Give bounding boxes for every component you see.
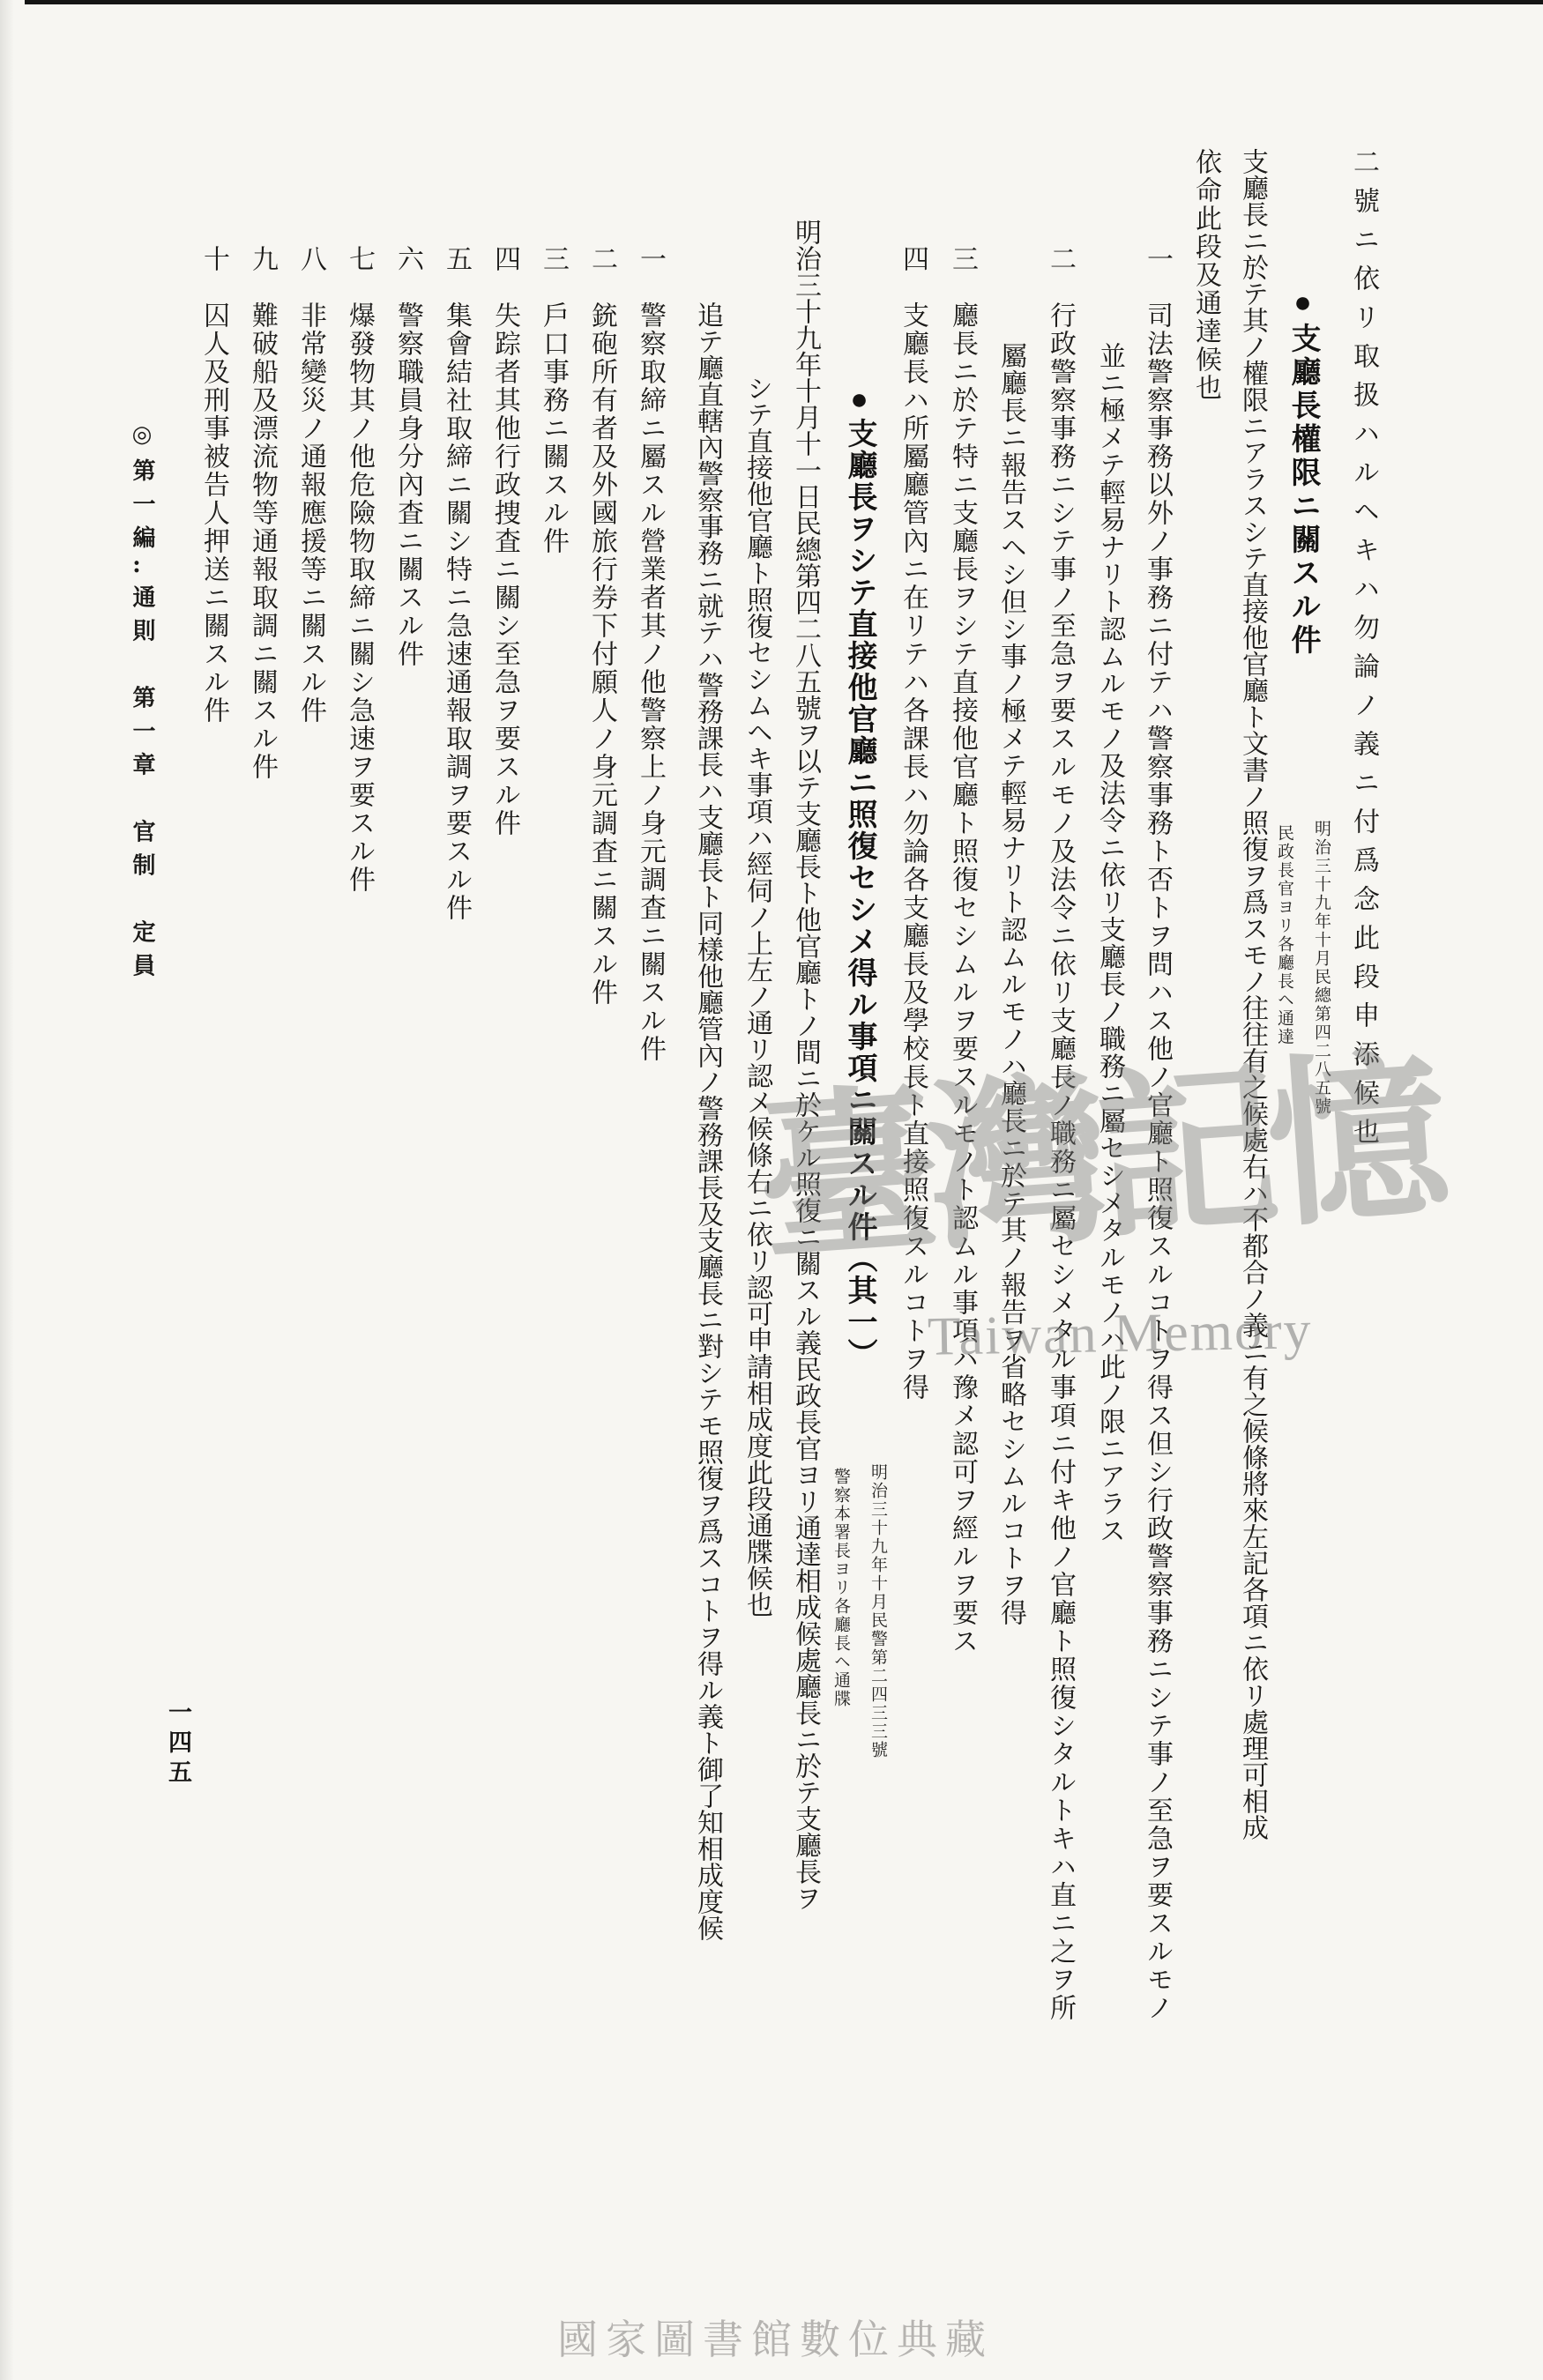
notice2-item3: 三 戶口事務ニ關スル件 [539, 245, 568, 555]
notice2-item5: 五 集會結社取締ニ關シ特ニ急速通報取調ヲ要スル件 [442, 245, 471, 922]
notice2-item1: 一 警察取締ニ屬スル營業者其ノ他警察上ノ身元調査ニ關スル件 [636, 245, 665, 1063]
notice1-item3: 三 廳長ニ於テ特ニ支廳長ヲシテ直接他官廳ト照復セシムルヲ要スルモノト認ムル事項ハ豫メ認可ヲ經ルヲ要ス [948, 245, 977, 1655]
taiwan-memory-watermark-latin: Taiwan Memory [927, 1300, 1314, 1367]
notice1-ref-date: 明治三十九年十月民總第四二八五號 [1312, 820, 1331, 1116]
notice1-item2-line2: 屬廳長ニ報告スヘシ但シ事ノ極メテ輕易ナリト認ムルモノハ廳長ニ於テ其ノ報告ヲ省略セシムルコトヲ得 [996, 342, 1025, 1626]
footer-credit: 國家圖書館數位典藏 [557, 2317, 994, 2362]
notice1-heading: ●支廳長權限ニ關スル件 [1286, 286, 1319, 658]
notice1-body-line1: 支廳長ニ於テ其ノ權限ニアラスシテ直接他官廳ト文書ノ照復ヲ爲スモノ往往有之候處右ハ不都合ノ義ニ有之候條將來左記各項ニ依リ處理可相成 [1238, 148, 1267, 1841]
notice1-item2-line1: 二 行政警察事務ニシテ事ノ至急ヲ要スルモノ及法令ニ依リ支廳長ノ職務ニ屬セシメタル事項ニ付キ他ノ官廳ト照復シタルトキハ直ニ之ヲ所 [1046, 245, 1075, 2022]
taiwan-memory-watermark-cjk: 臺灣記憶 [751, 1038, 1445, 1285]
notice2-ref-issuer: 警察本署長ヨリ各廳長ヘ通牒 [831, 1468, 850, 1708]
scan-left-edge-shadow [0, 0, 14, 2380]
page-number: 一四五 [165, 1699, 191, 1789]
notice1-item4: 四 支廳長ハ所屬廳管內ニ在リテハ各課長ハ勿論各支廳長及學校長ト直接照復スルコトヲ得 [898, 245, 928, 1402]
notice2-item4: 四 失踪者其他行政捜査ニ關シ至急ヲ要スル件 [490, 245, 519, 837]
notice1-ref-issuer: 民政長官ヨリ各廳長ヘ通達 [1275, 824, 1293, 1046]
notice2-item10: 十 囚人及刑事被告人押送ニ關スル件 [199, 245, 228, 725]
notice2-body-line1: 明治三十九年十月十一日民總第四二八五號ヲ以テ支廳長ト他官廳トノ間ニ於ケル照復ニ關スル義民政長官ヨリ通達相成候處廳長ニ於テ支廳長ヲ [791, 219, 820, 1911]
notice1-item1-line2: 並ニ極メテ輕易ナリト認ムルモノ及法令ニ依リ支廳長ノ職務ニ屬セシメタルモノハ此ノ限ニアラス [1095, 342, 1124, 1544]
running-head: ◎第一編‥通則 第一章 官制 定員 [130, 421, 155, 987]
notice2-item7: 七 爆發物其ノ他危險物取締ニ關シ急速ヲ要スル件 [345, 245, 374, 894]
notice2-item8: 八 非常變災ノ通報應援等ニ關スル件 [296, 245, 325, 725]
notice2-postscript: 追テ廳直轄內警察事務ニ就テハ警務課長ハ支廳長ト同樣他廳管內ノ警務課長及支廳長ニ對シテモ照復ヲ爲スコトヲ得ル義ト御了知相成度候 [693, 301, 722, 1941]
notice2-body-line2: シテ直接他官廳ト照復セシムヘキ事項ハ經伺ノ上左ノ通リ認メ候條右ニ依リ認可申請相成度此段通牒候也 [742, 375, 772, 1618]
notice1-item1-line1: 一 司法警察事務以外ノ事務ニ付テハ警察事務ト否トヲ問ハス他ノ官廳ト照復スルコトヲ得ス但シ行政警察事務ニシテ事ノ至急ヲ要スルモノ [1143, 245, 1172, 2022]
notice1-body-line2: 依命此段及通達候也 [1191, 148, 1220, 402]
prev-doc-closing-line: 二號ニ依リ取扱ハルヘキハ勿論ノ義ニ付爲念此段申添候也 [1349, 148, 1378, 1157]
notice2-item2: 二 銃砲所有者及外國旅行券下付願人ノ身元調査ニ關スル件 [587, 245, 616, 1007]
notice2-item9: 九 難破船及漂流物等通報取調ニ關スル件 [248, 245, 277, 781]
notice2-ref-date: 明治三十九年十月民警第二四三三號 [868, 1463, 887, 1759]
top-rule-line [25, 0, 1543, 4]
notice2-item6: 六 警察職員身分內査ニ關スル件 [393, 245, 422, 668]
notice2-heading: ●支廳長ヲシテ直接他官廳ニ照復セシメ得ル事項ニ關スル件（其一） [843, 383, 876, 1370]
